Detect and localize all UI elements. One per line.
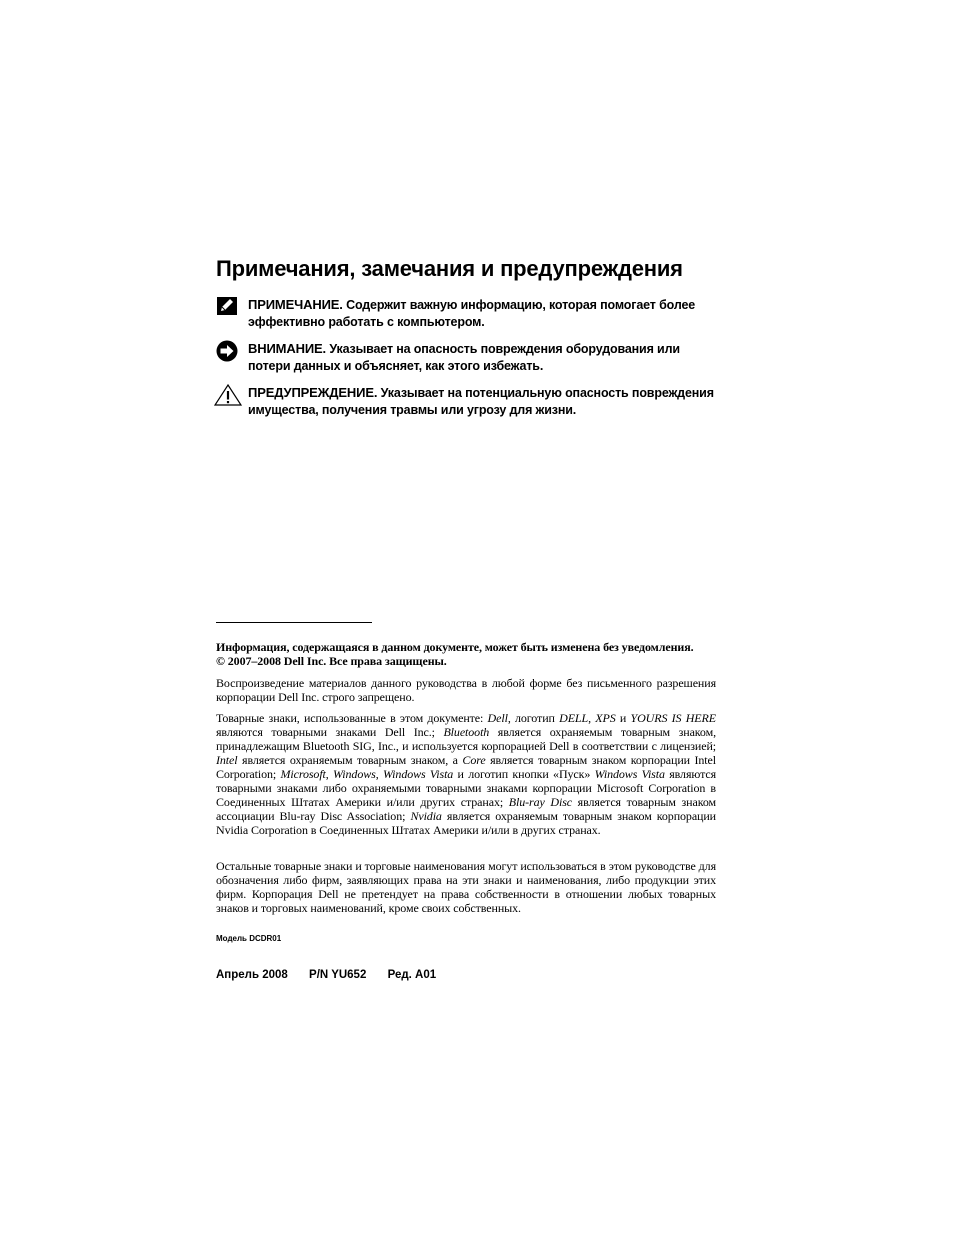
other-trademarks-paragraph: Остальные товарные знаки и торговые наименования могут использоваться в этом руководстве для обозначения либо фирм, заявляющих права на эти знаки и наименования, либо продукции этих фирм. Корпорация Dell не претендует на права собственности в отношении любых товарных знаков и торговых наименований, кроме своих собственных. bbox=[216, 859, 716, 915]
document-footer bbox=[216, 969, 454, 981]
change-notice bbox=[216, 640, 716, 668]
warning-triangle-icon bbox=[214, 384, 238, 406]
warning-label: ПРЕДУПРЕЖДЕНИЕ. bbox=[248, 385, 378, 400]
page-title: Примечания, замечания и предупреждения bbox=[216, 256, 683, 281]
revision: Ред. A01 bbox=[387, 969, 437, 981]
caution-block bbox=[216, 340, 716, 375]
change-notice-line: Информация, содержащаяся в данном документе, может быть изменена без уведомления. bbox=[216, 640, 694, 654]
warning-text: Указывает на потенциальную опасность повреждения имущества, получения травмы или угрозу для жизни. bbox=[248, 386, 714, 417]
note-label: ПРИМЕЧАНИЕ. bbox=[248, 297, 343, 312]
separator-rule bbox=[216, 622, 372, 623]
pencil-note-icon bbox=[216, 296, 240, 318]
trademarks-paragraph: Товарные знаки, использованные в этом документе: Dell, логотип DELL, XPS и YOURS IS HERE являются товарными знаками Dell Inc.; Bluetooth является охраняемым товарным знаком, принадлежащим Bluetooth SIG, Inc., и используется корпорацией Dell в соответствии с лицензией; Intel является охраняемым товарным знаком, а Core является товарным знаком корпорации Intel Corporation; Microsoft, Windows, Windows Vista и логотип кнопки «Пуск» Windows Vista являются товарными знаками либо охраняемыми товарными знаками корпорации Microsoft Corporation в Соединенных Штатах Америки и/или других странах; Blu-ray Disc является товарным знаком ассоциации Blu-ray Disc Association; Nvidia является охраняемым товарным знаком корпорации Nvidia Corporation в Соединенных Штатах Америки и/или в других странах. bbox=[216, 711, 717, 837]
part-number: P/N YU652 bbox=[309, 969, 367, 981]
arrow-circle-icon bbox=[216, 340, 240, 362]
note-text: Содержит важную информацию, которая помогает более эффективно работать с компьютером. bbox=[248, 298, 696, 329]
reproduction-paragraph: Воспроизведение материалов данного руководства в любой форме без письменного разрешения корпорации Dell Inc. строго запрещено. bbox=[216, 676, 716, 704]
copyright-line: © 2007–2008 Dell Inc. Все права защищены. bbox=[216, 654, 447, 668]
model-number: Модель DCDR01 bbox=[216, 934, 282, 943]
caution-text: Указывает на опасность повреждения оборудования или потери данных и объясняет, как этого избежать. bbox=[248, 342, 680, 373]
warning-block bbox=[216, 384, 716, 419]
publication-date: Апрель 2008 bbox=[216, 969, 288, 981]
note-block bbox=[216, 296, 716, 331]
caution-label: ВНИМАНИЕ. bbox=[248, 341, 327, 356]
